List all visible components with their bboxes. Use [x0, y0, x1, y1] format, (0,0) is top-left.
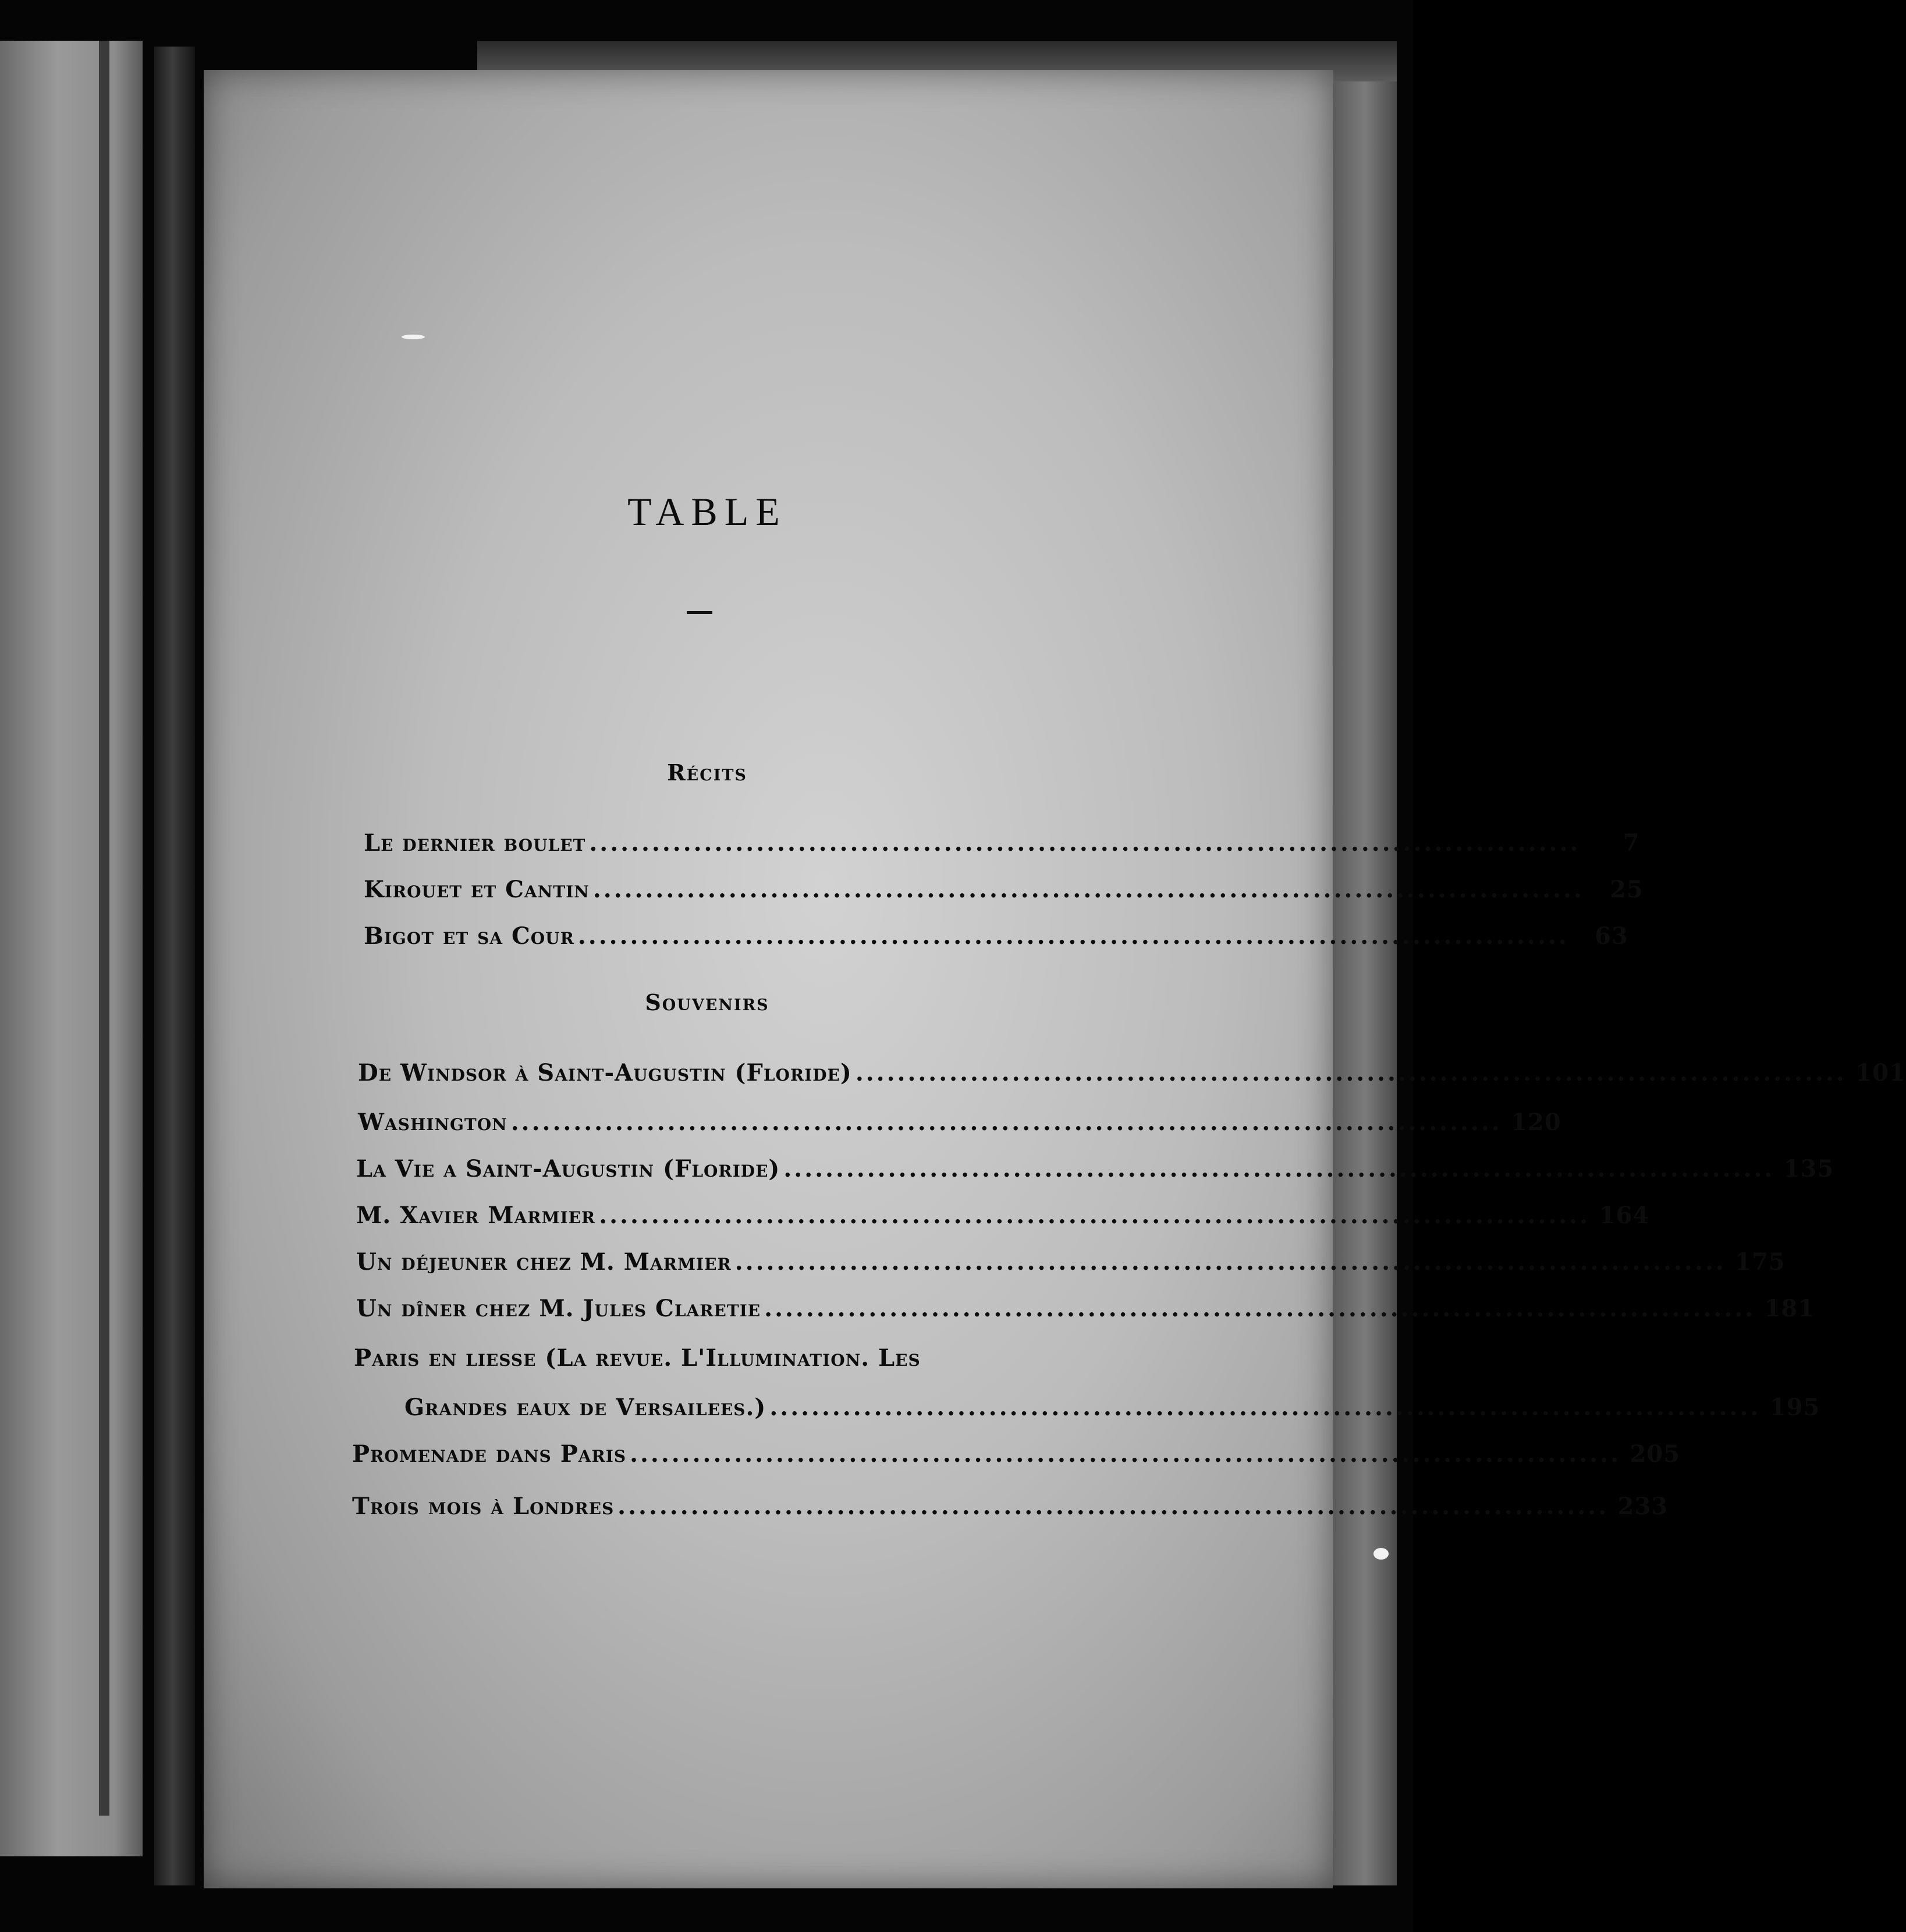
- toc-entry-page: 120: [1511, 1109, 1561, 1136]
- toc-entry-page: 233: [1617, 1493, 1669, 1520]
- dot-leader: ...............................................................................................: [510, 1109, 1502, 1136]
- cover-right-edge: [1333, 81, 1397, 1885]
- toc-entry-title: Washington: [358, 1109, 507, 1136]
- toc-entry-page: 195: [1769, 1394, 1820, 1421]
- dot-leader: ...............................................................................................: [769, 1394, 1761, 1421]
- toc-entry: [352, 1493, 1669, 1520]
- dot-leader: ...............................................................................................: [617, 1493, 1609, 1520]
- toc-entry-title: M. Xavier Marmier: [356, 1202, 596, 1229]
- toc-entry-title: Un dîner chez M. Jules Claretie: [356, 1295, 761, 1322]
- toc-entry-page: 205: [1630, 1440, 1681, 1468]
- toc-entry-title: Bigot et sa Cour: [364, 922, 574, 950]
- toc-entry-page: 181: [1764, 1295, 1815, 1322]
- section-heading-souvenirs: Souvenirs: [645, 989, 769, 1015]
- toc-entry: [364, 876, 1644, 903]
- title-rule: [687, 611, 712, 614]
- toc-entry-page: 164: [1599, 1202, 1650, 1229]
- toc-entry: [356, 1295, 1815, 1322]
- dot-leader: ...............................................................................................: [589, 829, 1581, 857]
- toc-entry: [404, 1394, 1820, 1421]
- toc-entry-title: De Windsor à Saint-Augustin (Floride): [358, 1059, 852, 1086]
- dot-leader: ...............................................................................................: [855, 1059, 1847, 1086]
- toc-entry: [352, 1440, 1681, 1468]
- paper-blemish: [1373, 1548, 1389, 1560]
- dot-leader: ...............................................................................................: [599, 1202, 1591, 1229]
- toc-entry-title-line2: Grandes eaux de Versailees.): [404, 1394, 766, 1421]
- toc-entry: [364, 922, 1628, 950]
- page-content: [204, 70, 1906, 1888]
- dot-leader: ...............................................................................................: [577, 922, 1569, 950]
- previous-page-fold: [99, 41, 109, 1816]
- table-of-contents-page: [204, 70, 1906, 1888]
- toc-entry-page: 25: [1610, 876, 1644, 903]
- dot-leader: ...............................................................................................: [734, 1248, 1726, 1276]
- dot-leader: ...............................................................................................: [783, 1155, 1775, 1182]
- book-spine: [154, 47, 195, 1885]
- toc-entry-title-line1: Paris en liesse (La revue. L'Illumination. Les: [354, 1344, 921, 1372]
- toc-entry-page: 135: [1783, 1155, 1834, 1182]
- toc-entry: [356, 1202, 1650, 1229]
- dot-leader: ...............................................................................................: [764, 1295, 1756, 1322]
- toc-entry-page: 101: [1855, 1059, 1906, 1086]
- toc-entry-title: La Vie a Saint-Augustin (Floride): [356, 1155, 780, 1182]
- toc-entry-title: Kirouet et Cantin: [364, 876, 590, 903]
- toc-entry-page: 7: [1623, 829, 1640, 857]
- toc-entry: [364, 829, 1640, 857]
- toc-entry-page: 175: [1735, 1248, 1786, 1276]
- toc-entry: [356, 1155, 1834, 1182]
- page-title: TABLE: [627, 489, 787, 534]
- dot-leader: ...............................................................................................: [592, 876, 1584, 903]
- toc-entry-page: 63: [1595, 922, 1628, 950]
- dot-leader: ...............................................................................................: [630, 1440, 1621, 1468]
- toc-entry: [358, 1109, 1561, 1136]
- toc-entry-title: Trois mois à Londres: [352, 1493, 615, 1520]
- toc-entry-title: Un déjeuner chez M. Marmier: [356, 1248, 732, 1276]
- toc-entry: [356, 1248, 1786, 1276]
- toc-entry-title: Promenade dans Paris: [352, 1440, 627, 1468]
- paper-blemish: [402, 335, 425, 339]
- previous-page-edge: [0, 41, 143, 1856]
- section-heading-recits: Récits: [667, 759, 747, 786]
- toc-entry-title: Le dernier boulet: [364, 829, 586, 857]
- toc-entry: [358, 1059, 1906, 1086]
